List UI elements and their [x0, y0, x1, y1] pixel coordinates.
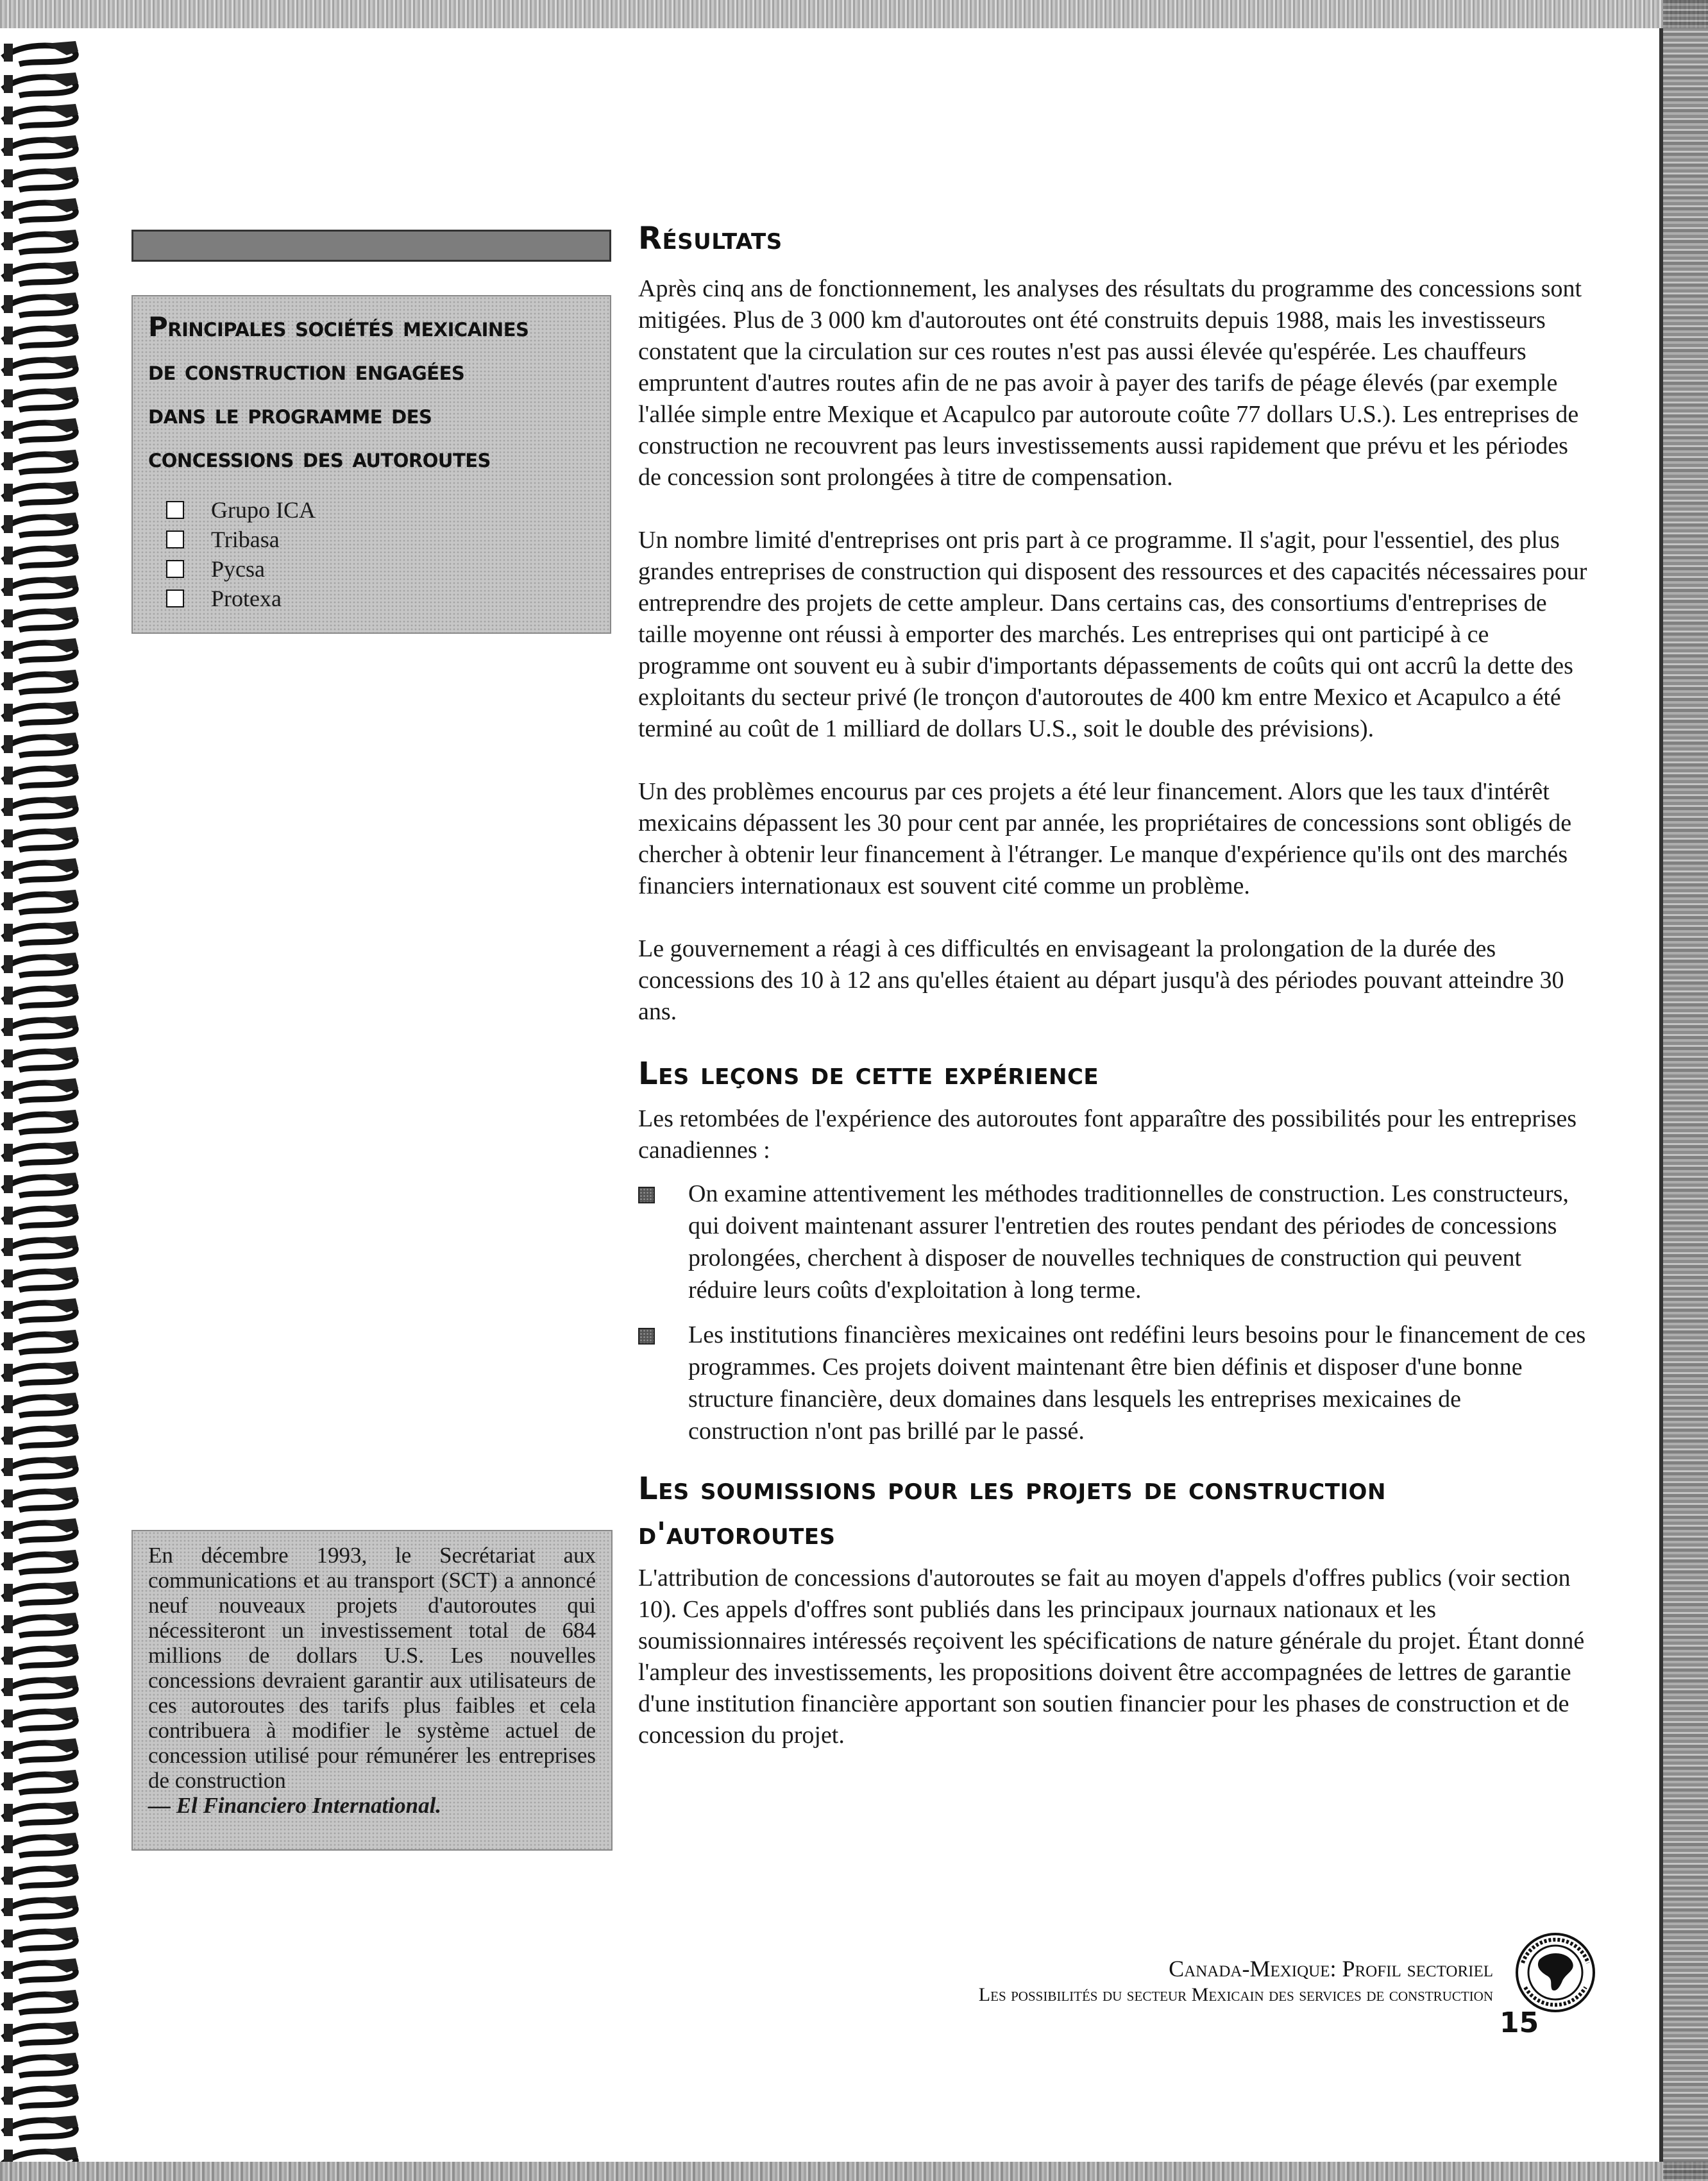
scan-top-edge [0, 0, 1708, 28]
footer-subtitle: Les possibilités du secteur Mexicain des services de construction [978, 1984, 1493, 2005]
news-text: En décembre 1993, le Secrétariat aux communications et au transport (SCT) a annoncé neuf nouveaux projets d'autoroutes qui nécessiteront un investissement total de 684 millions de dollars U.S. Les nouvelles concessions devraient garantir aux utilisateurs de ces autoroutes des tarifs plus faibles et cela contribuera à modifier le système actuel de concession utilisé pour rémunérer les entreprises de construction [148, 1543, 596, 1793]
title-line: d'autoroutes [638, 1516, 836, 1552]
heading-line: concessions des autoroutes [148, 442, 491, 473]
scan-bottom-edge [0, 2162, 1708, 2181]
paragraph: L'attribution de concessions d'autoroutes se fait au moyen d'appels d'offres publics (voir section 10). Ces appels d'offres sont publiés dans les principaux journaux nationaux et les soumissionnaires intéressés reçoivent les spécifications de nature générale du projet. Étant donné l'ampleur des investissements, les propositions doivent être accompagnées de lettres de garantie d'une institution financière apportant son soutien financier pour les phases de construction et de concession du projet. [638, 1565, 1585, 1749]
checkbox-icon [166, 560, 184, 578]
footer-title: Canada-Mexique: Profil sectoriel [1169, 1956, 1493, 1982]
paragraph: Un nombre limité d'entreprises ont pris part à ce programme. Il s'agit, pour l'essentiel, des plus grandes entreprises de construction qui disposent des ressources et des capacités nécessaires pour entreprendre des projets de cette ampleur. Dans certains cas, des consortiums d'entreprises de taille moyenne ont réussi à emporter des marchés. Les entreprises qui ont participé à ce programme ont souvent eu à subir d'importants dépassements de coûts qui ont accrû la dette des exploitants du secteur privé (le tronçon d'autoroutes de 400 km entre Mexico et Acapulco a été terminé au coût de 1 milliard de dollars U.S., soit le double des prévisions). [638, 527, 1587, 742]
section-title-lecons: Les leçons de cette expérience [638, 1056, 1099, 1092]
list-item [638, 1319, 1587, 1447]
company-name: Protexa [211, 586, 282, 611]
section-title-soumissions [638, 1466, 1587, 1556]
checkbox-icon [166, 501, 184, 519]
heading-line: Principales sociétés mexicaines [148, 311, 529, 343]
title-line: Les soumissions pour les projets de construction [638, 1471, 1386, 1507]
scan-right-edge [1663, 0, 1708, 2181]
checkbox-icon [166, 590, 184, 607]
company-list [148, 495, 595, 613]
main-column [638, 218, 1587, 1751]
sidebar-accent-bar [131, 230, 611, 262]
company-name: Grupo ICA [211, 497, 316, 523]
list-item [148, 525, 595, 554]
news-box [131, 1530, 613, 1851]
section-title-resultats: Résultats [638, 221, 782, 257]
heading-line: de construction engagées [148, 355, 465, 386]
paragraph: Après cinq ans de fonctionnement, les analyses des résultats du programme des concessions sont mitigées. Plus de 3 000 km d'autoroutes ont été construits depuis 1988, mais les investisseurs constatent que la circulation sur ces routes n'est pas aussi élevée qu'espérée. Les chauffeurs empruntent d'autres routes afin de ne pas avoir à payer des tarifs de péage élevés (par exemple l'allée simple entre Mexique et Acapulco par autoroute coûte 77 dollars U.S.). Les entreprises de construction ne recouvrent pas leurs investissements aussi rapidement que prévu et les périodes de concession sont prolongées à titre de compensation. [638, 275, 1582, 491]
checkbox-icon [166, 530, 184, 548]
list-item [638, 1178, 1587, 1306]
paragraph: Le gouvernement a réagi à ces difficultés en envisageant la prolongation de la durée des concessions des 10 à 12 ans qu'elles étaient au départ jusqu'à des périodes pouvant atteindre 30 ans. [638, 935, 1564, 1025]
list-item [148, 495, 595, 525]
bullet-text: On examine attentivement les méthodes traditionnelles de construction. Les constructeurs, qui doivent maintenant assurer l'entretien des routes pendant des périodes de concessions prolongées, cherchent à disposer de nouvelles techniques de construction qui peuvent réduire leurs coûts d'exploitation à long terme. [688, 1180, 1569, 1303]
bullet-square-icon [638, 1187, 655, 1203]
news-source: — El Financiero International. [148, 1793, 442, 1818]
bullet-text: Les institutions financières mexicaines ont redéfini leurs besoins pour le financement de ces programmes. Ces projets doivent maintenant être bien définis et disposer d'une bonne structure financière, deux domaines dans lesquels les entreprises mexicaines de construction n'ont pas brillé par le passé. [688, 1321, 1586, 1445]
list-item [148, 584, 595, 613]
running-footer [979, 1955, 1493, 2007]
north-america-globe-seal-icon [1514, 1931, 1597, 2014]
company-name: Pycsa [211, 556, 265, 582]
list-item [148, 554, 595, 584]
companies-box-heading [148, 305, 595, 480]
company-name: Tribasa [211, 527, 280, 552]
companies-box [131, 295, 611, 634]
bullet-square-icon [638, 1328, 655, 1345]
spiral-binding-icon [0, 38, 83, 2162]
paragraph: Les retombées de l'expérience des autoroutes font apparaître des possibilités pour les entreprises canadiennes : [638, 1105, 1577, 1164]
page-number: 15 [1500, 2007, 1539, 2039]
heading-line: dans le programme des [148, 398, 432, 430]
bullet-list [638, 1178, 1587, 1447]
page-right-border [1659, 28, 1663, 2162]
paragraph: Un des problèmes encourus par ces projets a été leur financement. Alors que les taux d'intérêt mexicains dépassent les 30 pour cent par année, les propriétaires de concessions sont obligés de chercher à obtenir leur financement à l'étranger. Le manque d'expérience qu'ils ont des marchés financiers internationaux est souvent cité comme un problème. [638, 778, 1572, 899]
